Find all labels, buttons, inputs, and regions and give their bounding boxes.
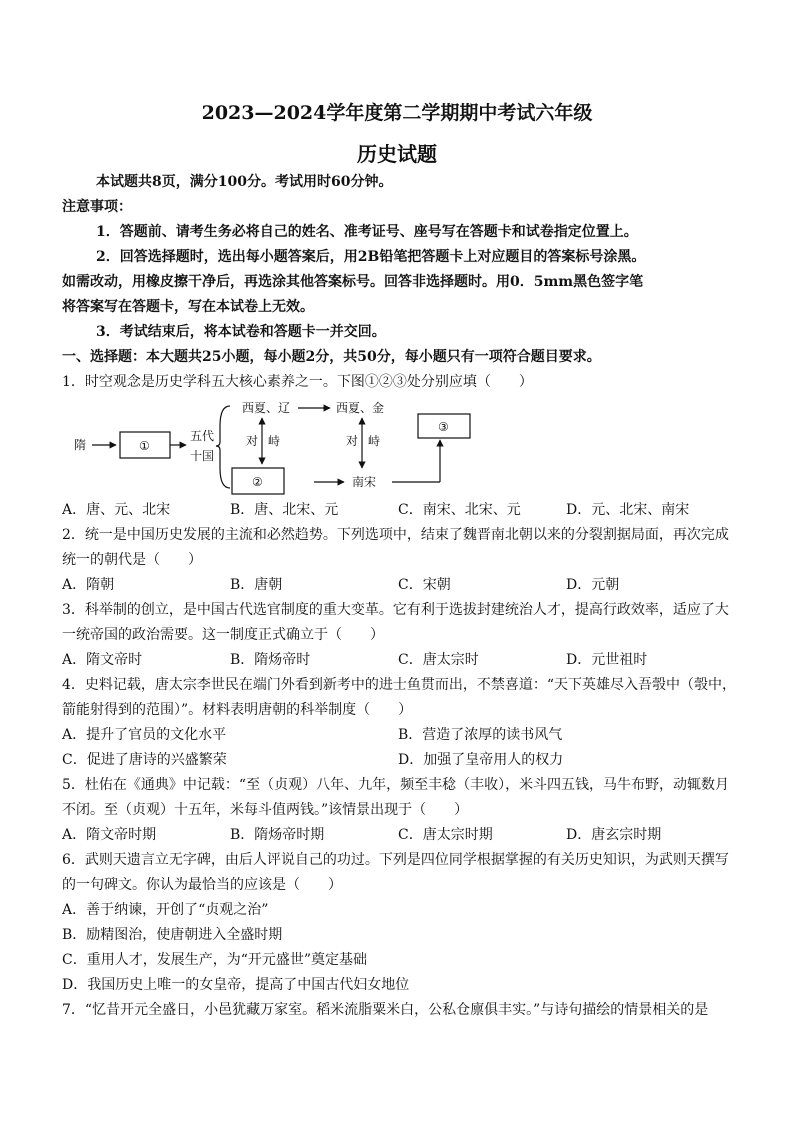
q5-option-b[interactable]: B．隋炀帝时期 <box>230 827 325 843</box>
diagram-xixia-jin: 西夏、金 <box>336 401 385 415</box>
section-1-heading: 一、选择题：本大题共25小题，每小题2分，共50分，每小题只有一项符合题目要求。 <box>62 349 601 365</box>
note-1: 1．答题前、请考生务必将自己的姓名、准考证号、座号写在答题卡和试卷指定位置上。 <box>96 224 638 240</box>
q3-option-d[interactable]: D．元世祖时 <box>566 652 648 668</box>
diagram-dui-1: 对 <box>246 434 259 448</box>
diagram-wudai: 五代 <box>190 429 215 443</box>
question-4-stem-1: 4．史料记载，唐太宗李世民在端门外看到新考中的进士鱼贯而出，不禁喜道：“天下英雄尽入吾彀中（彀中， <box>62 677 737 693</box>
diagram-zhi-2: 峙 <box>368 434 381 448</box>
q3-option-c[interactable]: C．唐太宗时 <box>398 652 479 668</box>
timeline-diagram <box>62 398 482 498</box>
notes-heading: 注意事项： <box>62 199 132 215</box>
diagram-brace <box>216 406 230 488</box>
diagram-box-2-label: ② <box>252 475 263 489</box>
q3-option-b[interactable]: B．隋炀帝时 <box>230 652 311 668</box>
q2-option-d[interactable]: D．元朝 <box>566 577 620 593</box>
q5-option-c[interactable]: C．唐太宗时期 <box>398 827 493 843</box>
note-3: 3．考试结束后，将本试卷和答题卡一并交回。 <box>96 324 386 340</box>
diagram-xixia-liao: 西夏、辽 <box>242 401 291 415</box>
question-2-stem-1: 2．统一是中国历史发展的主流和必然趋势。下列选项中，结束了魏晋南北朝以来的分裂割据局面，再次完成 <box>62 527 729 543</box>
diagram-dui-2: 对 <box>346 434 359 448</box>
diagram-sui: 隋 <box>74 438 87 452</box>
exam-subtitle: 历史试题 <box>357 142 437 166</box>
q1-option-c[interactable]: C．南宋、北宋、元 <box>398 502 521 518</box>
q2-option-a[interactable]: A．隋朝 <box>62 577 115 593</box>
q2-option-b[interactable]: B．唐朝 <box>230 577 283 593</box>
q1-option-a[interactable]: A．唐、元、北宋 <box>62 502 171 518</box>
exam-info: 本试题共8页，满分100分。考试用时60分钟。 <box>96 174 393 190</box>
exam-title: 2023—2024学年度第二学期期中考试六年级 <box>201 102 593 124</box>
diagram-nansong: 南宋 <box>352 475 377 489</box>
q4-option-c[interactable]: C．促进了唐诗的兴盛繁荣 <box>62 752 227 768</box>
q5-option-d[interactable]: D．唐玄宗时期 <box>566 827 662 843</box>
q4-option-d[interactable]: D．加强了皇帝用人的权力 <box>398 752 564 768</box>
question-5-stem-2: 不闭。至（贞观）十五年，米每斗值两钱。”该情景出现于（ ） <box>62 802 469 818</box>
question-4-stem-2: 箭能射得到的范围）”。材料表明唐朝的科举制度（ ） <box>62 702 413 718</box>
q4-option-a[interactable]: A．提升了官员的文化水平 <box>62 727 227 743</box>
question-1-stem: 1．时空观念是历史学科五大核心素养之一。下图①②③处分别应填（ ） <box>62 374 533 390</box>
q6-option-a[interactable]: A．善于纳谏，开创了“贞观之治” <box>62 902 269 918</box>
question-5-stem-1: 5．杜佑在《通典》中记载：“至（贞观）八年、九年，频至丰稔（丰收），米斗四五钱，马牛布野，动辄数月 <box>62 777 730 793</box>
q2-option-c[interactable]: C．宋朝 <box>398 577 451 593</box>
question-2-stem-2: 统一的朝代是（ ） <box>62 552 202 568</box>
q6-option-b[interactable]: B．励精图治，使唐朝进入全盛时期 <box>62 927 283 943</box>
note-2-line-3: 将答案写在答题卡，写在本试卷上无效。 <box>62 299 314 315</box>
diagram-shiguo: 十国 <box>190 449 215 463</box>
note-2-line-1: 2．回答选择题时，选出每小题答案后，用2B铅笔把答题卡上对应题目的答案标号涂黑。 <box>96 249 646 265</box>
diagram-box-1-label: ① <box>139 439 150 453</box>
question-6-stem-2: 的一句碑文。你认为最恰当的应该是（ ） <box>62 877 342 893</box>
q4-option-b[interactable]: B．营造了浓厚的读书风气 <box>398 727 563 743</box>
q3-option-a[interactable]: A．隋文帝时 <box>62 652 143 668</box>
question-3-stem-2: 一统帝国的政治需要。这一制度正式确立于（ ） <box>62 627 384 643</box>
question-3-stem-1: 3．科举制的创立，是中国古代选官制度的重大变革。它有利于选拔封建统治人才，提高行政效率，适应了大 <box>62 602 729 618</box>
q1-option-b[interactable]: B．唐、北宋、元 <box>230 502 339 518</box>
diagram-zhi-1: 峙 <box>268 434 281 448</box>
diagram-box-3-label: ③ <box>438 420 449 434</box>
q1-option-d[interactable]: D．元、北宋、南宋 <box>566 502 690 518</box>
question-7-stem-1: 7．“忆昔开元全盛日，小邑犹藏万家室。稻米流脂粟米白，公私仓廪俱丰实。”与诗句描绘的情景相关的是 <box>62 1002 709 1018</box>
q6-option-c[interactable]: C．重用人才，发展生产，为“开元盛世”奠定基础 <box>62 952 368 968</box>
q5-option-a[interactable]: A．隋文帝时期 <box>62 827 157 843</box>
note-2-line-2: 如需改动，用橡皮擦干净后，再选涂其他答案标号。回答非选择题时。用0．5mm黑色签字笔 <box>62 274 644 290</box>
question-6-stem-1: 6．武则天遗言立无字碑，由后人评说自己的功过。下列是四位同学根据掌握的有关历史知识，为武则天撰写 <box>62 852 729 868</box>
q6-option-d[interactable]: D．我国历史上唯一的女皇帝，提高了中国古代妇女地位 <box>62 977 410 993</box>
